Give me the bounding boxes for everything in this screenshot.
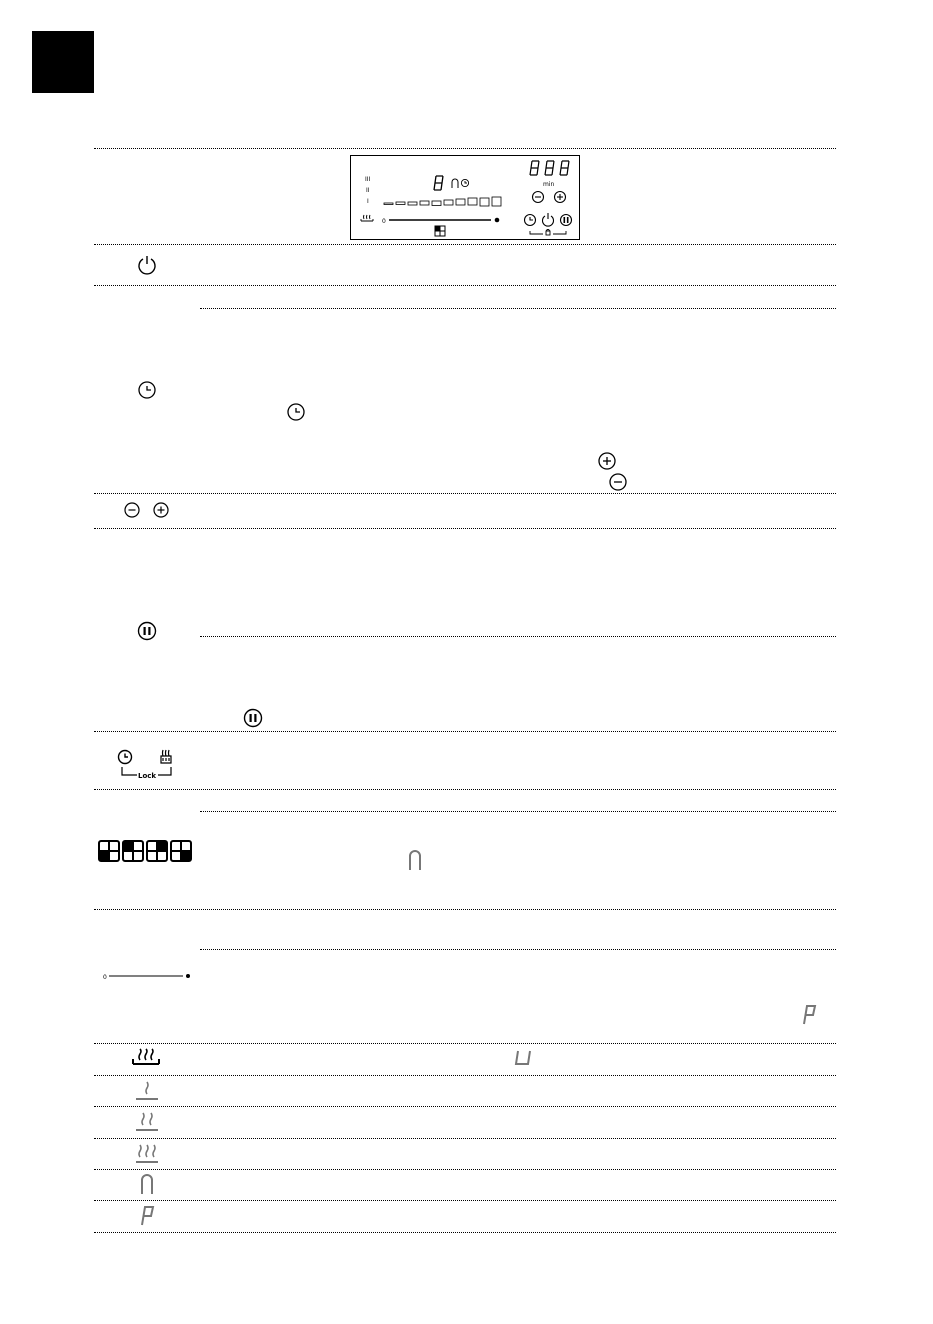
row-divider <box>94 1138 836 1139</box>
zone-selector-icon <box>123 841 143 861</box>
timer-icon <box>461 179 468 186</box>
lock-combination-graphic <box>108 745 188 785</box>
slider-zero-label: 0 <box>103 974 107 981</box>
timer-icon <box>525 215 536 226</box>
lock-bracket <box>530 230 566 236</box>
row-divider <box>94 148 836 149</box>
zone-selector-icon <box>99 841 119 861</box>
row-divider <box>94 285 836 286</box>
timer-icon <box>137 380 157 400</box>
row-divider <box>94 528 836 529</box>
level-label-1: I <box>367 198 369 205</box>
pause-icon <box>561 215 572 226</box>
keep-warm-level-3-icon <box>134 1143 160 1165</box>
power-level-bars <box>384 197 501 206</box>
keep-warm-icon <box>161 750 171 763</box>
power-boost-icon <box>139 1205 155 1227</box>
row-divider <box>94 731 836 732</box>
plus-icon <box>597 451 617 471</box>
pause-icon <box>242 707 264 729</box>
keep-warm-icon <box>361 215 373 221</box>
row-divider <box>94 789 836 790</box>
zone-selector-icon <box>171 841 191 861</box>
keep-warm-level-2-icon <box>134 1111 160 1133</box>
zone-selector-icons <box>98 840 198 864</box>
power-icon <box>137 255 157 275</box>
row-divider <box>200 811 836 812</box>
plus-icon <box>555 192 566 203</box>
slider-max-dot <box>495 218 500 223</box>
control-panel-graphic <box>351 156 581 241</box>
timer-icon <box>286 402 306 422</box>
zone-digit-display <box>434 176 443 190</box>
row-divider <box>94 1106 836 1107</box>
zone-selector-icon <box>435 226 445 236</box>
row-divider <box>94 1200 836 1201</box>
row-divider <box>94 909 836 910</box>
control-panel-diagram <box>350 155 580 240</box>
row-divider <box>94 1043 836 1044</box>
row-divider <box>94 1075 836 1076</box>
pan-detection-icon <box>140 1174 154 1196</box>
row-divider <box>94 1232 836 1233</box>
row-divider <box>94 1169 836 1170</box>
min-label: min <box>543 181 555 188</box>
pan-detection-icon <box>408 850 422 872</box>
keep-warm-icon <box>131 1049 163 1069</box>
keep-warm-display-icon <box>515 1049 533 1067</box>
keep-warm-level-1-icon <box>134 1080 160 1102</box>
minus-icon <box>608 472 628 492</box>
slider-icon <box>103 970 193 982</box>
section-marker <box>32 31 94 93</box>
row-divider <box>200 308 836 309</box>
power-icon <box>543 213 554 226</box>
row-divider <box>94 493 836 494</box>
pan-detection-icon <box>452 179 458 188</box>
lock-label: Lock <box>138 772 157 780</box>
power-boost-icon <box>801 1004 817 1026</box>
plus-icon <box>151 500 171 520</box>
minus-icon <box>533 192 544 203</box>
row-divider <box>200 949 836 950</box>
zone-selector-icon <box>147 841 167 861</box>
slider-zero-label: 0 <box>382 218 386 225</box>
timer-digit-display <box>530 161 569 175</box>
row-divider <box>94 244 836 245</box>
timer-icon <box>119 751 132 764</box>
minus-icon <box>122 500 142 520</box>
level-label-2: II <box>366 187 370 194</box>
level-label-3: III <box>365 176 371 183</box>
pause-icon <box>136 620 158 642</box>
row-divider <box>200 636 836 637</box>
